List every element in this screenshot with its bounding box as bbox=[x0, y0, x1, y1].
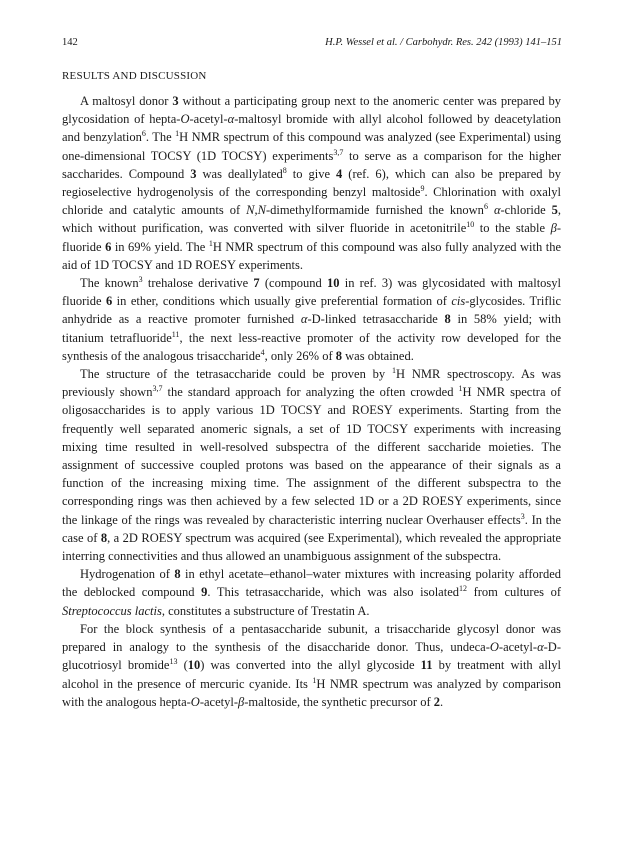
body-text bbox=[62, 92, 561, 711]
section-heading: RESULTS AND DISCUSSION bbox=[62, 70, 207, 82]
journal-citation: H.P. Wessel et al. / Carbohydr. Res. 242 (1993) 141–151 bbox=[325, 37, 562, 48]
paragraph: The structure of the tetrasaccharide could be proven by $^1$H NMR spectroscopy. As was previously shown$^{3,7}$ the standard approach for analyzing the often crowded $^1$H NMR spectra of oligosaccharides is to apply various 1D TOCSY and ROESY experiments. Starting from the frequently well separated anomeric signals, a set of 1D TOCSY experiments with increasing mixing time resulted in well-resolved subspectra of the different saccharide moieties. The assignment of successive coupled protons was based on the appearance of their signals as a function of the increasing mixing time. The assignment of the different subspectra to the corresponding rings was then achieved by a few selected 1D or a 2D ROESY experiments, since the linkage of the rings was revealed by characteristic interring nuclear Overhauser effects$^3$. In the case of 8, a 2D ROESY spectrum was acquired (see Experimental), which revealed the appropriate interring connectivities and thus allowed an unambiguous assignment of the subspectra. bbox=[62, 366, 562, 564]
paragraph: A maltosyl donor 3 without a participating group next to the anomeric center was prepared by glycosidation of hepta-O-acetyl-α-maltosyl bromide with allyl alcohol followed by deacetylation and benzylation$^6$. The $^1$H NMR spectrum of this compound was analyzed (see Experimental) using one-dimensional TOCSY (1D TOCSY) experiments$^{3,7}$ to serve as a comparison for the higher saccharides. Compound 3 was deallylated$^8$ to give 4 (ref. 6), which can also be prepared by regioselective hydrogenolysis of the corresponding benzyl maltoside$^9$. Chlorination with oxalyl chloride and catalytic amounts of N,N-dimethylformamide furnished the known$^6$ α-chloride 5, which without purification, was converted with silver fluoride in acetonitrile$^{10}$ to the stable β-fluoride 6 in 69% yield. The $^1$H NMR spectrum of this compound was also fully analyzed with the aid of 1D TOCSY and 1D ROESY experiments. bbox=[62, 94, 562, 272]
paragraph: For the block synthesis of a pentasaccharide subunit, a trisaccharide glycosyl donor was prepared in analogy to the synthesis of the disaccharide donor. Thus, undeca-O-acetyl-α-D-glucotriosyl bromide$^{13}$ (10) was converted into the allyl glycoside 11 by treatment with allyl alcohol in the presence of mercuric cyanide. Its $^1$H NMR spectrum was analyzed by comparison with the analogous hepta-O-acetyl-β-maltoside, the synthetic precursor of 2. bbox=[62, 621, 562, 709]
paragraph: Hydrogenation of 8 in ethyl acetate–ethanol–water mixtures with increasing polarity afforded the deblocked compound 9. This tetrasaccharide, which was also isolated$^{12}$ from cultures of Streptococcus lactis, constitutes a substructure of Trestatin A. bbox=[62, 567, 561, 618]
page-number: 142 bbox=[62, 37, 78, 48]
paragraph: The known$^3$ trehalose derivative 7 (compound 10 in ref. 3) was glycosidated with maltosyl fluoride 6 in ether, conditions which usually give preferential formation of cis-glycosides. Triflic anhydride as a reactive promoter furnished α-D-linked tetrasaccharide 8 in 58% yield; with titanium tetrafluoride$^{11}$, the next less-reactive promoter of the activity row developed for the synthesis of the analogous trisaccharide$^4$, only 26% of 8 was obtained. bbox=[62, 275, 562, 363]
running-header bbox=[62, 37, 562, 53]
